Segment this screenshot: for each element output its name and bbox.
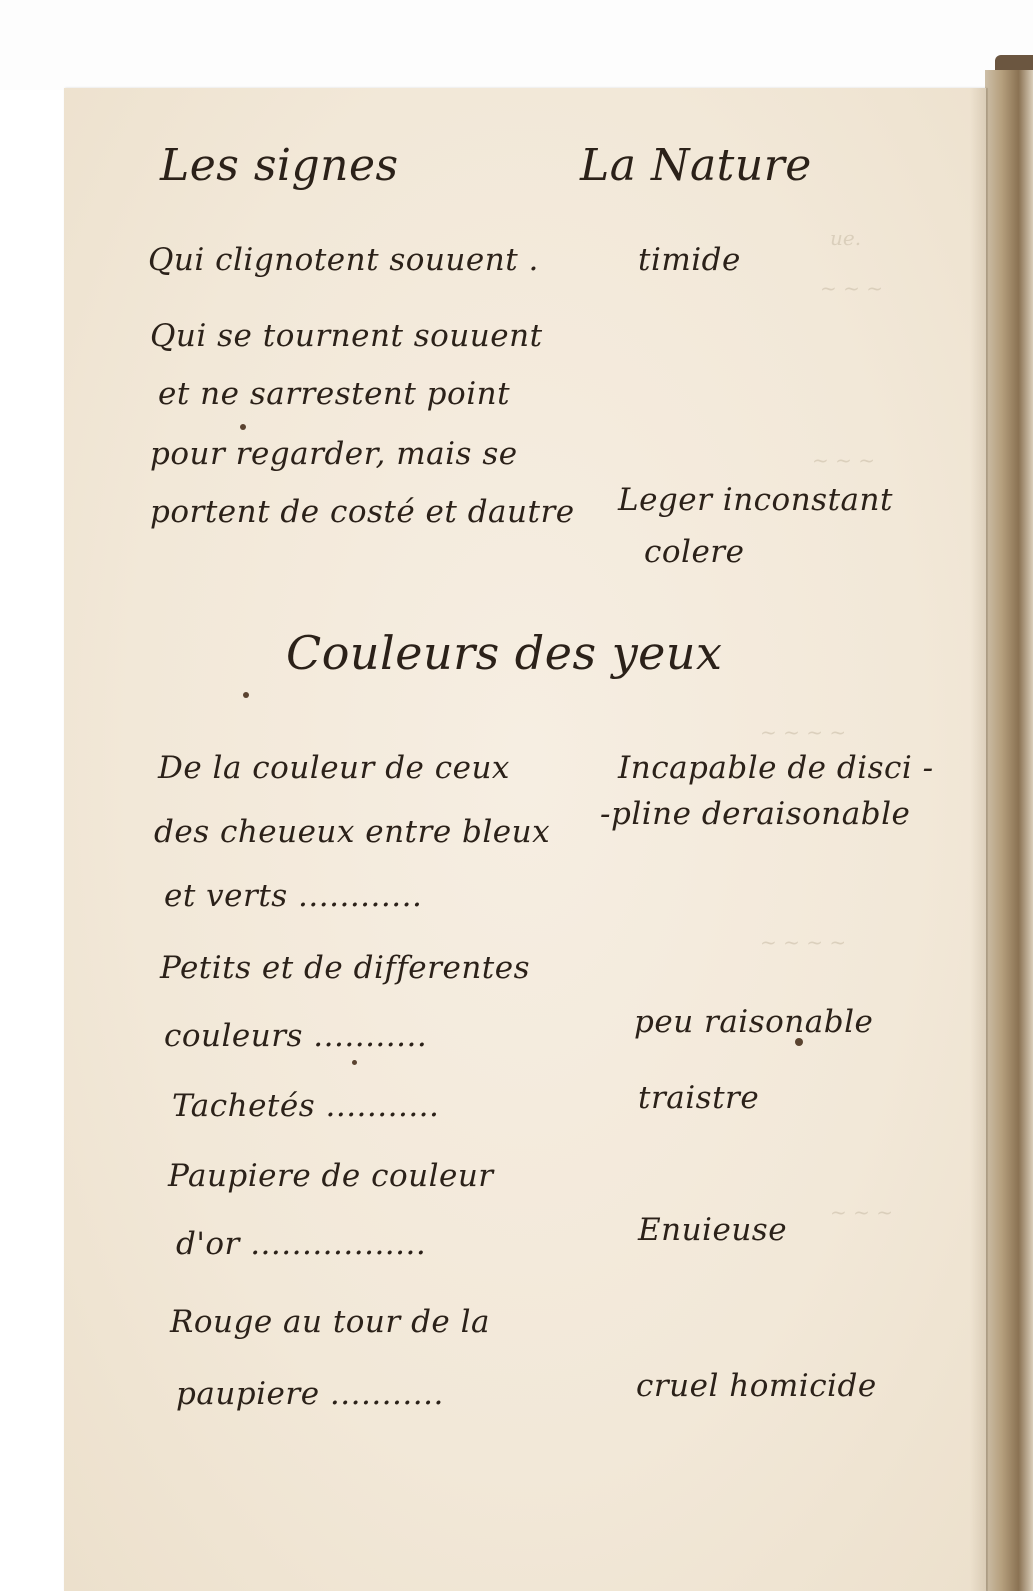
sign-text: couleurs ........... bbox=[164, 1018, 428, 1054]
sign-text: De la couleur de ceux bbox=[158, 750, 510, 786]
page-edge-shadow bbox=[970, 88, 988, 1591]
column-header-nature: La Nature bbox=[580, 140, 812, 191]
ink-spot bbox=[352, 1060, 357, 1065]
sign-text: et ne sarrestent point bbox=[158, 376, 511, 412]
nature-text: traistre bbox=[638, 1080, 760, 1116]
nature-text: cruel homicide bbox=[636, 1368, 877, 1404]
nature-text: Leger inconstant bbox=[618, 482, 893, 518]
show-through-text: ~ ~ ~ bbox=[812, 448, 875, 472]
nature-text: colere bbox=[644, 534, 745, 570]
nature-text: -pline deraisonable bbox=[600, 796, 911, 832]
sign-text: portent de costé et dautre bbox=[150, 494, 575, 530]
sign-text: paupiere ........... bbox=[176, 1376, 444, 1412]
sign-text: pour regarder, mais se bbox=[150, 436, 518, 472]
column-header-signs: Les signes bbox=[160, 140, 399, 191]
show-through-text: ~ ~ ~ bbox=[830, 1200, 893, 1224]
nature-text: Enuieuse bbox=[638, 1212, 788, 1248]
show-through-text: ~ ~ ~ ~ bbox=[760, 930, 847, 954]
sign-text: Rouge au tour de la bbox=[170, 1304, 491, 1340]
background bbox=[0, 0, 1033, 90]
sign-text: et verts ............ bbox=[164, 878, 423, 914]
sign-text: Paupiere de couleur bbox=[168, 1158, 494, 1194]
sign-text: Qui se tournent souuent bbox=[150, 318, 543, 354]
ink-spot bbox=[243, 692, 249, 698]
show-through-text: ue. bbox=[830, 226, 862, 250]
sign-text: Qui clignotent souuent . bbox=[148, 242, 539, 278]
sign-text: des cheueux entre bleux bbox=[154, 814, 551, 850]
sign-text: Petits et de differentes bbox=[160, 950, 530, 986]
nature-text: peu raisonable bbox=[634, 1004, 874, 1040]
book-spine bbox=[985, 70, 1033, 1591]
sign-text: d'or ................. bbox=[176, 1226, 427, 1262]
ink-spot bbox=[240, 424, 246, 430]
nature-text: Incapable de disci - bbox=[618, 750, 934, 786]
show-through-text: ~ ~ ~ bbox=[820, 276, 883, 300]
show-through-text: ~ ~ ~ ~ bbox=[760, 720, 847, 744]
section-title: Couleurs des yeux bbox=[286, 626, 723, 680]
nature-text: timide bbox=[638, 242, 741, 278]
sign-text: Tachetés ........... bbox=[172, 1088, 440, 1124]
